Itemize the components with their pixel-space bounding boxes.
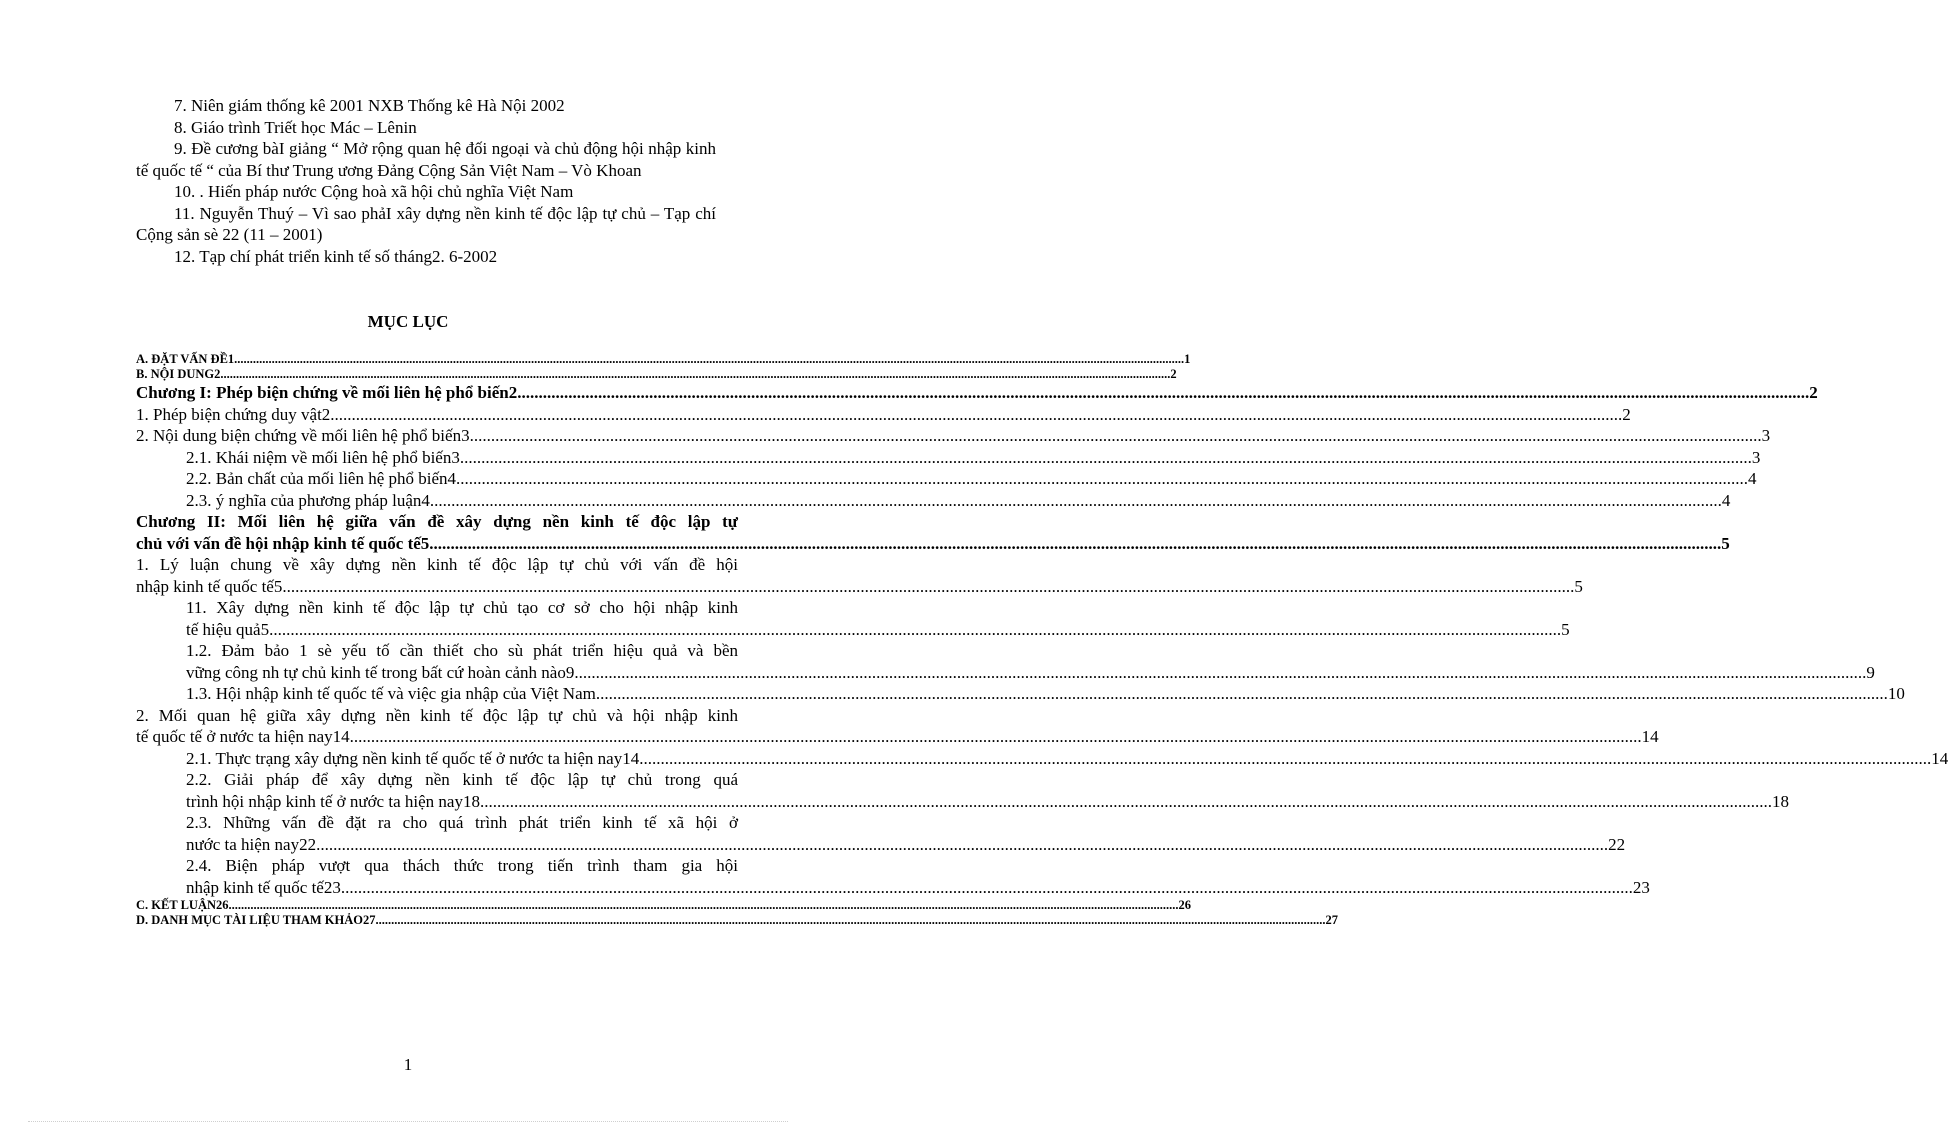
reference-list xyxy=(136,95,716,267)
toc-entry[interactable]: 2.3. Những vấn đề đặt ra cho quá trình phát triển kinh tế xã hội ở nước ta hiện nay22 ..... 22 xyxy=(136,812,738,855)
toc-entry[interactable]: 2.2. Giải pháp để xây dựng nền kinh tế độc lập tự chủ trong quá trình hội nhập kinh tế ở nước ta hiện nay18 ..... 18 xyxy=(136,769,738,812)
toc-entry[interactable]: 2.2. Bản chất của mối liên hệ phổ biến4 ..... 4 xyxy=(136,468,738,490)
reference-item: 12. Tạp chí phát triển kinh tế số tháng2. 6-2002 xyxy=(174,246,498,266)
toc-entry[interactable]: 2.3. ý nghĩa của phương pháp luận4 ..... 4 xyxy=(136,490,738,512)
reference-item: 7. Niên giám thống kê 2001 NXB Thống kê Hà Nội 2002 xyxy=(174,96,565,115)
toc-entry[interactable]: 11. Xây dựng nền kinh tế độc lập tự chủ tạo cơ sở cho hội nhập kinh tế hiệu quả5 ..... 5 xyxy=(136,597,738,640)
toc-entry[interactable]: Chương II: Mối liên hệ giữa vấn đề xây dựng nền kinh tế độc lập tự chủ với vấn đề hội nhập kinh tế quốc tế5 ..... 5 xyxy=(136,511,738,554)
reference-item: 11. Nguyễn Thuý – Vì sao phảI xây dựng nền kinh tế độc lập tự chủ – Tạp chí Cộng sản sè 22 (11 – 2001) xyxy=(136,203,716,244)
toc-entry[interactable]: 2.1. Thực trạng xây dựng nền kinh tế quốc tế ở nước ta hiện nay14 ..... 14 xyxy=(136,748,738,770)
toc-entry[interactable]: D. DANH MỤC TÀI LIỆU THAM KHẢO27 ..... 27 xyxy=(136,913,738,928)
toc-title: MỤC LỤC xyxy=(367,312,449,331)
reference-item: 10. . Hiến pháp nước Cộng hoà xã hội chủ nghĩa Việt Nam xyxy=(174,182,574,201)
page-number: 1 xyxy=(403,1055,413,1074)
toc-entry[interactable]: 2.1. Khái niệm về mối liên hệ phổ biến3 ..... 3 xyxy=(136,447,738,469)
toc-entry[interactable]: B. NỘI DUNG2 ..... 2 xyxy=(136,367,738,382)
toc-entry[interactable]: Chương I: Phép biện chứng về mối liên hệ phổ biến2 ..... 2 xyxy=(136,382,738,404)
toc-entry[interactable]: 1. Lý luận chung về xây dựng nền kinh tế độc lập tự chủ với vấn đề hội nhập kinh tế quốc tế5 ..... 5 xyxy=(136,554,738,597)
reference-item: 9. Đề cương bàI giảng “ Mở rộng quan hệ đối ngoại và chủ động hội nhập kinh tế quốc tế “ của Bí thư Trung ương Đảng Cộng Sản Việt Nam – Vò Khoan xyxy=(136,139,716,180)
page-footer-divider xyxy=(28,1121,788,1122)
table-of-contents xyxy=(136,352,1948,928)
toc-entry[interactable]: 1.3. Hội nhập kinh tế quốc tế và việc gia nhập của Việt Nam ..... 10 xyxy=(136,683,738,705)
toc-entry[interactable]: 2. Mối quan hệ giữa xây dựng nền kinh tế độc lập tự chủ và hội nhập kinh tế quốc tế ở nước ta hiện nay14 ..... 14 xyxy=(136,705,738,748)
toc-entry[interactable]: 2. Nội dung biện chứng về mối liên hệ phổ biến3 ..... 3 xyxy=(136,425,738,447)
toc-entry[interactable]: C. KẾT LUẬN26 ..... 26 xyxy=(136,898,738,913)
toc-entry[interactable]: 1.2. Đảm bảo 1 sè yếu tố cần thiết cho sù phát triển hiệu quả và bền vững công nh tự chủ kinh tế trong bất cứ hoàn cảnh nào9 ..... 9 xyxy=(136,640,738,683)
toc-entry[interactable]: A. ĐẶT VẤN ĐỀ1 ..... 1 xyxy=(136,352,738,367)
reference-item: 8. Giáo trình Triết học Mác – Lênin xyxy=(174,117,417,137)
toc-entry[interactable]: 2.4. Biện pháp vượt qua thách thức trong tiến trình tham gia hội nhập kinh tế quốc tế23 ..... 23 xyxy=(136,855,738,898)
toc-entry[interactable]: 1. Phép biện chứng duy vật2 ..... 2 xyxy=(136,404,738,426)
